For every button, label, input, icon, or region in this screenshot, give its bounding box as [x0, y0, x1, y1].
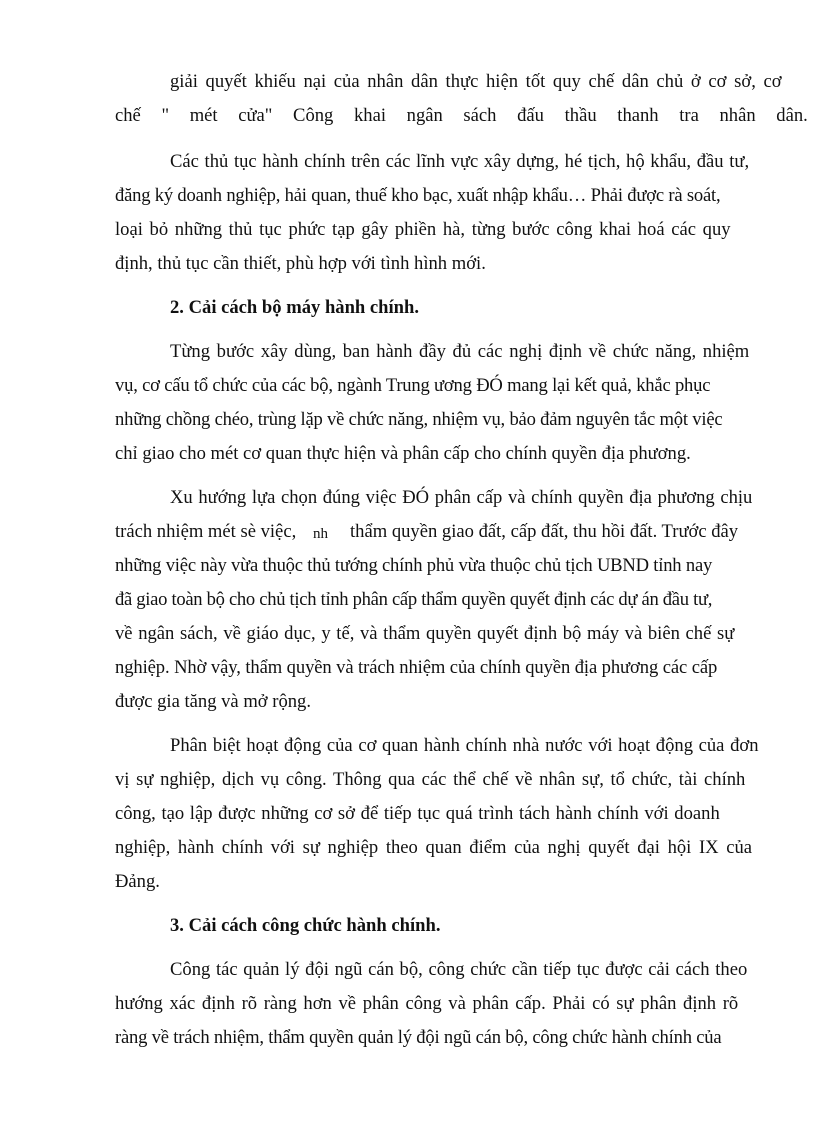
paragraph-text: công, tạo lập được những cơ sở để tiếp tục quá trình tách hành chính với doanh [115, 803, 720, 824]
paragraph-line [115, 104, 808, 128]
paragraph-line [115, 802, 720, 826]
paragraph-text: Công tác quản lý đội ngũ cán bộ, công chức cần tiếp tục được cải cách theo [170, 959, 748, 980]
paragraph-text: nghiệp. Nhờ vậy, thẩm quyền và trách nhiệm của chính quyền địa phương các cấp [115, 657, 718, 678]
paragraph-line [115, 992, 738, 1016]
paragraph-text: loại bỏ những thủ tục phức tạp gây phiền hà, từng bước công khai hoá các quy [115, 219, 731, 240]
paragraph-line [115, 408, 722, 432]
paragraph-line [115, 374, 710, 398]
paragraph-line [115, 520, 296, 544]
paragraph-text: vị sự nghiệp, dịch vụ công. Thông qua các thể chế về nhân sự, tổ chức, tài chính [115, 769, 746, 790]
paragraph-line [115, 588, 712, 612]
paragraph-line [170, 486, 752, 510]
paragraph-line [115, 870, 160, 894]
section-heading-text: 2. Cải cách bộ máy hành chính. [170, 297, 420, 318]
section-heading [170, 914, 440, 938]
paragraph-text: ràng về trách nhiệm, thẩm quyền quản lý đội ngũ cán bộ, công chức hành chính của [115, 1027, 722, 1048]
paragraph-line [115, 690, 311, 714]
paragraph-text: vụ, cơ cấu tổ chức của các bộ, ngành Trung ương ĐÓ mang lại kết quả, khắc phục [115, 375, 711, 396]
paragraph-text: Các thủ tục hành chính trên các lĩnh vực xây dựng, hé tịch, hộ khẩu, đầu tư, [170, 151, 750, 172]
paragraph-line [115, 836, 752, 860]
paragraph-text: đăng ký doanh nghiệp, hải quan, thuế kho bạc, xuất nhập khẩu… Phải được rà soát, [115, 185, 721, 206]
paragraph-line [170, 734, 759, 758]
paragraph-line [115, 554, 712, 578]
section-heading [170, 296, 419, 320]
paragraph-text: những chồng chéo, trùng lặp về chức năng, nhiệm vụ, bảo đảm nguyên tắc một việc [115, 409, 723, 430]
paragraph-text: thẩm quyền giao đất, cấp đất, thu hồi đất. Trước đây [350, 521, 739, 542]
paragraph-text: chế " mét cửa" Công khai ngân sách đấu thầu thanh tra nhân dân. [115, 105, 808, 126]
paragraph-text: được gia tăng và mở rộng. [115, 691, 312, 712]
paragraph-line [115, 1026, 721, 1050]
paragraph-text: định, thủ tục cần thiết, phù hợp với tình hình mới. [115, 253, 486, 274]
paragraph-text: hướng xác định rõ ràng hơn về phân công và phân cấp. Phải có sự phân định rõ [115, 993, 739, 1014]
paragraph-text: chỉ giao cho mét cơ quan thực hiện và phân cấp cho chính quyền địa phương. [115, 443, 691, 464]
paragraph-line [350, 520, 738, 544]
paragraph-line [115, 768, 745, 792]
paragraph-text: những việc này vừa thuộc thủ tướng chính phủ vừa thuộc chủ tịch UBND tỉnh nay [115, 555, 713, 576]
paragraph-line [115, 184, 720, 208]
paragraph-line [115, 656, 717, 680]
paragraph-text: Xu hướng lựa chọn đúng việc ĐÓ phân cấp và chính quyền địa phương chịu [170, 487, 753, 508]
paragraph-line [115, 252, 486, 276]
paragraph-text: trách nhiệm mét sè việc, [115, 521, 297, 542]
paragraph-text: giải quyết khiếu nại của nhân dân thực hiện tốt quy chế dân chủ ở cơ sở, cơ [170, 71, 782, 92]
paragraph-line [170, 150, 749, 174]
small-text-fragment: nh [313, 526, 328, 542]
paragraph-line [115, 218, 731, 242]
paragraph-text: nghiệp, hành chính với sự nghiệp theo quan điểm của nghị quyết đại hội IX của [115, 837, 753, 858]
paragraph-line [115, 622, 734, 646]
paragraph-text: Phân biệt hoạt động của cơ quan hành chính nhà nước với hoạt động của đơn [170, 735, 759, 756]
paragraph-line [115, 442, 691, 466]
paragraph-line [170, 70, 782, 94]
paragraph-line [170, 340, 749, 364]
paragraph-text: đã giao toàn bộ cho chủ tịch tỉnh phân cấp thẩm quyền quyết định các dự án đầu tư, [115, 589, 713, 610]
paragraph-text: Từng bước xây dùng, ban hành đầy đủ các nghị định về chức năng, nhiệm [170, 341, 750, 362]
section-heading-text: 3. Cải cách công chức hành chính. [170, 915, 441, 936]
paragraph-line [170, 958, 747, 982]
paragraph-text: Đảng. [115, 871, 160, 892]
paragraph-text: về ngân sách, về giáo dục, y tế, và thẩm quyền quyết định bộ máy và biên chế sự [115, 623, 735, 644]
